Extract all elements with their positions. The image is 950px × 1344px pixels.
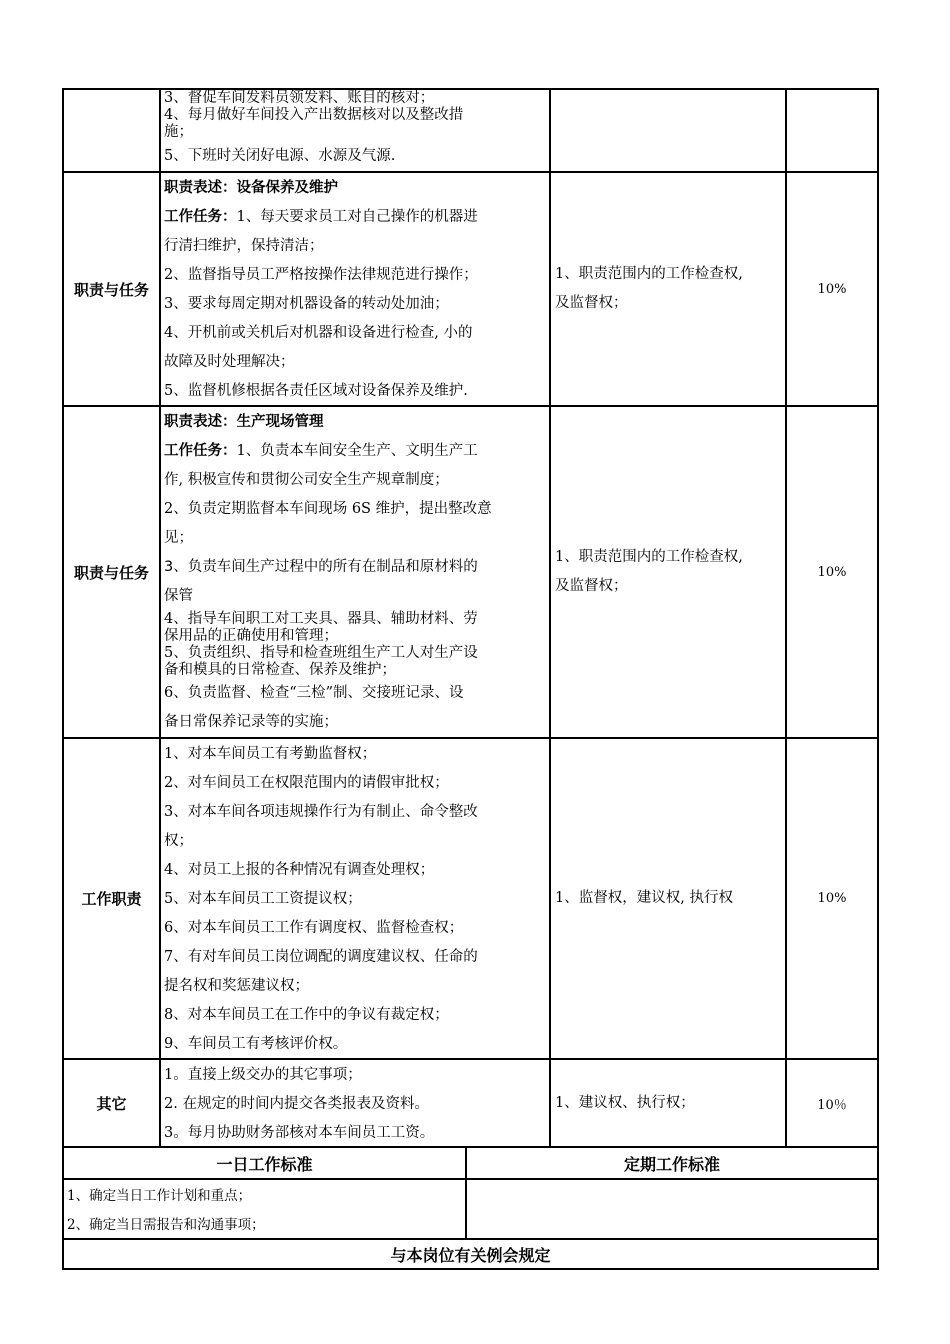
list-item: 6、对本车间员工工作有调度权、监督检查权； (164, 920, 464, 936)
list-item: 3、对本车间各项违规操作行为有制止、命令整改 (164, 804, 478, 820)
list-item: 9、车间员工有考核评价权。 (164, 1036, 348, 1052)
table-row-production-site (62, 407, 879, 739)
list-item: 5、下班时关闭好电源、水源及气源. (164, 148, 396, 164)
list-item: 5、负责组织、指导和检查班组生产工人对生产设 (164, 645, 478, 661)
row-label: 其它 (64, 1060, 161, 1146)
list-item: 备日常保养记录等的实施； (164, 714, 338, 730)
task-text: 1、每天要求员工对自己操作的机器进 (236, 209, 478, 225)
task-prefix: 工作任务： (164, 209, 237, 225)
authority-line: 及监督权； (555, 578, 628, 594)
list-item: 4、每月做好车间投入产出数据核对以及整改措 (164, 107, 464, 123)
list-item: 2、确定当日需报告和沟通事项； (67, 1217, 265, 1233)
list-item: 1、确定当日工作计划和重点； (67, 1188, 252, 1204)
list-item: 保用品的正确使用和管理； (164, 628, 338, 644)
list-item: 3、督促车间发料员领发料、账目的核对； (164, 90, 435, 106)
list-item: 3、负责车间生产过程中的所有在制品和原材料的 (164, 559, 478, 575)
authority-line: 及监督权； (555, 295, 628, 311)
standards-content-row (62, 1180, 879, 1240)
table-row-continuation (62, 88, 879, 173)
row-content (161, 173, 551, 405)
row-content (161, 739, 551, 1058)
list-item: 2. 在规定的时间内提交各类报表及资料。 (164, 1096, 429, 1112)
authority-line: 1、监督权，建议权, 执行权 (555, 890, 733, 906)
authority-cell (551, 1060, 787, 1146)
periodic-standard-title: 定期工作标准 (623, 1154, 720, 1174)
row-label: 职责与任务 (64, 407, 161, 737)
authority-line: 1、职责范围内的工作检查权, (555, 549, 743, 565)
periodic-standard-content (467, 1180, 877, 1238)
list-item: 4、对员工上报的各种情况有调查处理权； (164, 862, 435, 878)
duty-prefix: 职责表述： (164, 180, 237, 196)
list-item (164, 437, 547, 466)
row-content (161, 1060, 551, 1146)
standards-header-row (62, 1148, 879, 1180)
duty-statement (164, 408, 547, 437)
list-item: 2、负责定期监督本车间现场 6S 维护，提出整改意 (164, 501, 492, 517)
list-item: 行清扫维护，保持清洁； (164, 238, 324, 254)
list-item: 备和模具的日常检查、保养及维护； (164, 662, 396, 678)
row-content (161, 407, 551, 737)
authority-cell (551, 407, 787, 737)
list-item: 提名权和奖惩建议权； (164, 978, 309, 994)
list-item: 1、对本车间员工有考勤监督权； (164, 746, 377, 762)
duty-statement (164, 174, 547, 203)
list-item: 2、监督指导员工严格按操作法律规范进行操作； (164, 267, 478, 283)
daily-standard-title: 一日工作标准 (64, 1148, 467, 1178)
table-row-work-duties (62, 739, 879, 1060)
list-item: 见； (164, 530, 193, 546)
row-content (161, 90, 551, 171)
list-item (164, 203, 547, 232)
row-label: 工作职责 (64, 739, 161, 1058)
authority-cell (551, 173, 787, 405)
authority-cell (551, 90, 787, 171)
daily-standard-content (64, 1180, 467, 1238)
list-item: 6、负责监督、检查“三检”制、交接班记录、设 (164, 685, 464, 701)
meeting-rules-header: 与本岗位有关例会规定 (62, 1240, 879, 1270)
list-item: 4、指导车间职工对工夹具、器具、辅助材料、劳 (164, 611, 478, 627)
task-prefix: 工作任务： (164, 443, 237, 459)
list-item: 3、要求每周定期对机器设备的转动处加油； (164, 296, 449, 312)
duty-title: 设备保养及维护 (236, 180, 338, 196)
weight-cell: 10％ (817, 1097, 847, 1113)
list-item: 权； (164, 833, 193, 849)
table-row-other (62, 1060, 879, 1148)
weight-cell: 10% (817, 281, 847, 297)
list-item: 8、对本车间员工在工作中的争议有裁定权； (164, 1007, 449, 1023)
list-item: 保管 (164, 588, 193, 604)
task-text: 1、负责本车间安全生产、文明生产工 (236, 443, 478, 459)
list-item: 3。每月协助财务部核对本车间员工工资。 (164, 1125, 435, 1141)
list-item: 施； (164, 124, 193, 140)
list-item: 7、有对车间员工岗位调配的调度建议权、任命的 (164, 949, 478, 965)
authority-cell (551, 739, 787, 1058)
authority-line: 1、职责范围内的工作检查权, (555, 266, 743, 282)
row-label: 职责与任务 (64, 173, 161, 405)
duty-title: 生产现场管理 (236, 414, 324, 430)
table-row-equipment (62, 173, 879, 407)
list-item: 5、对本车间员工工资提议权； (164, 891, 362, 907)
job-description-table (62, 88, 879, 1270)
row-label (64, 90, 161, 171)
list-item: 1。直接上级交办的其它事项； (164, 1067, 362, 1083)
list-item: 故障及时处理解决； (164, 354, 295, 370)
weight-cell: 10% (817, 891, 847, 906)
list-item: 2、对车间员工在权限范围内的请假审批权； (164, 775, 449, 791)
list-item: 5、监督机修根据各责任区域对设备保养及维护. (164, 383, 468, 399)
weight-cell (787, 90, 877, 171)
weight-cell: 10% (817, 564, 847, 580)
duty-prefix: 职责表述： (164, 414, 237, 430)
list-item: 4、开机前或关机后对机器和设备进行检查, 小的 (164, 325, 473, 341)
authority-line: 1、建议权、执行权； (555, 1094, 695, 1111)
list-item: 作, 积极宣传和贯彻公司安全生产规章制度； (164, 472, 449, 488)
